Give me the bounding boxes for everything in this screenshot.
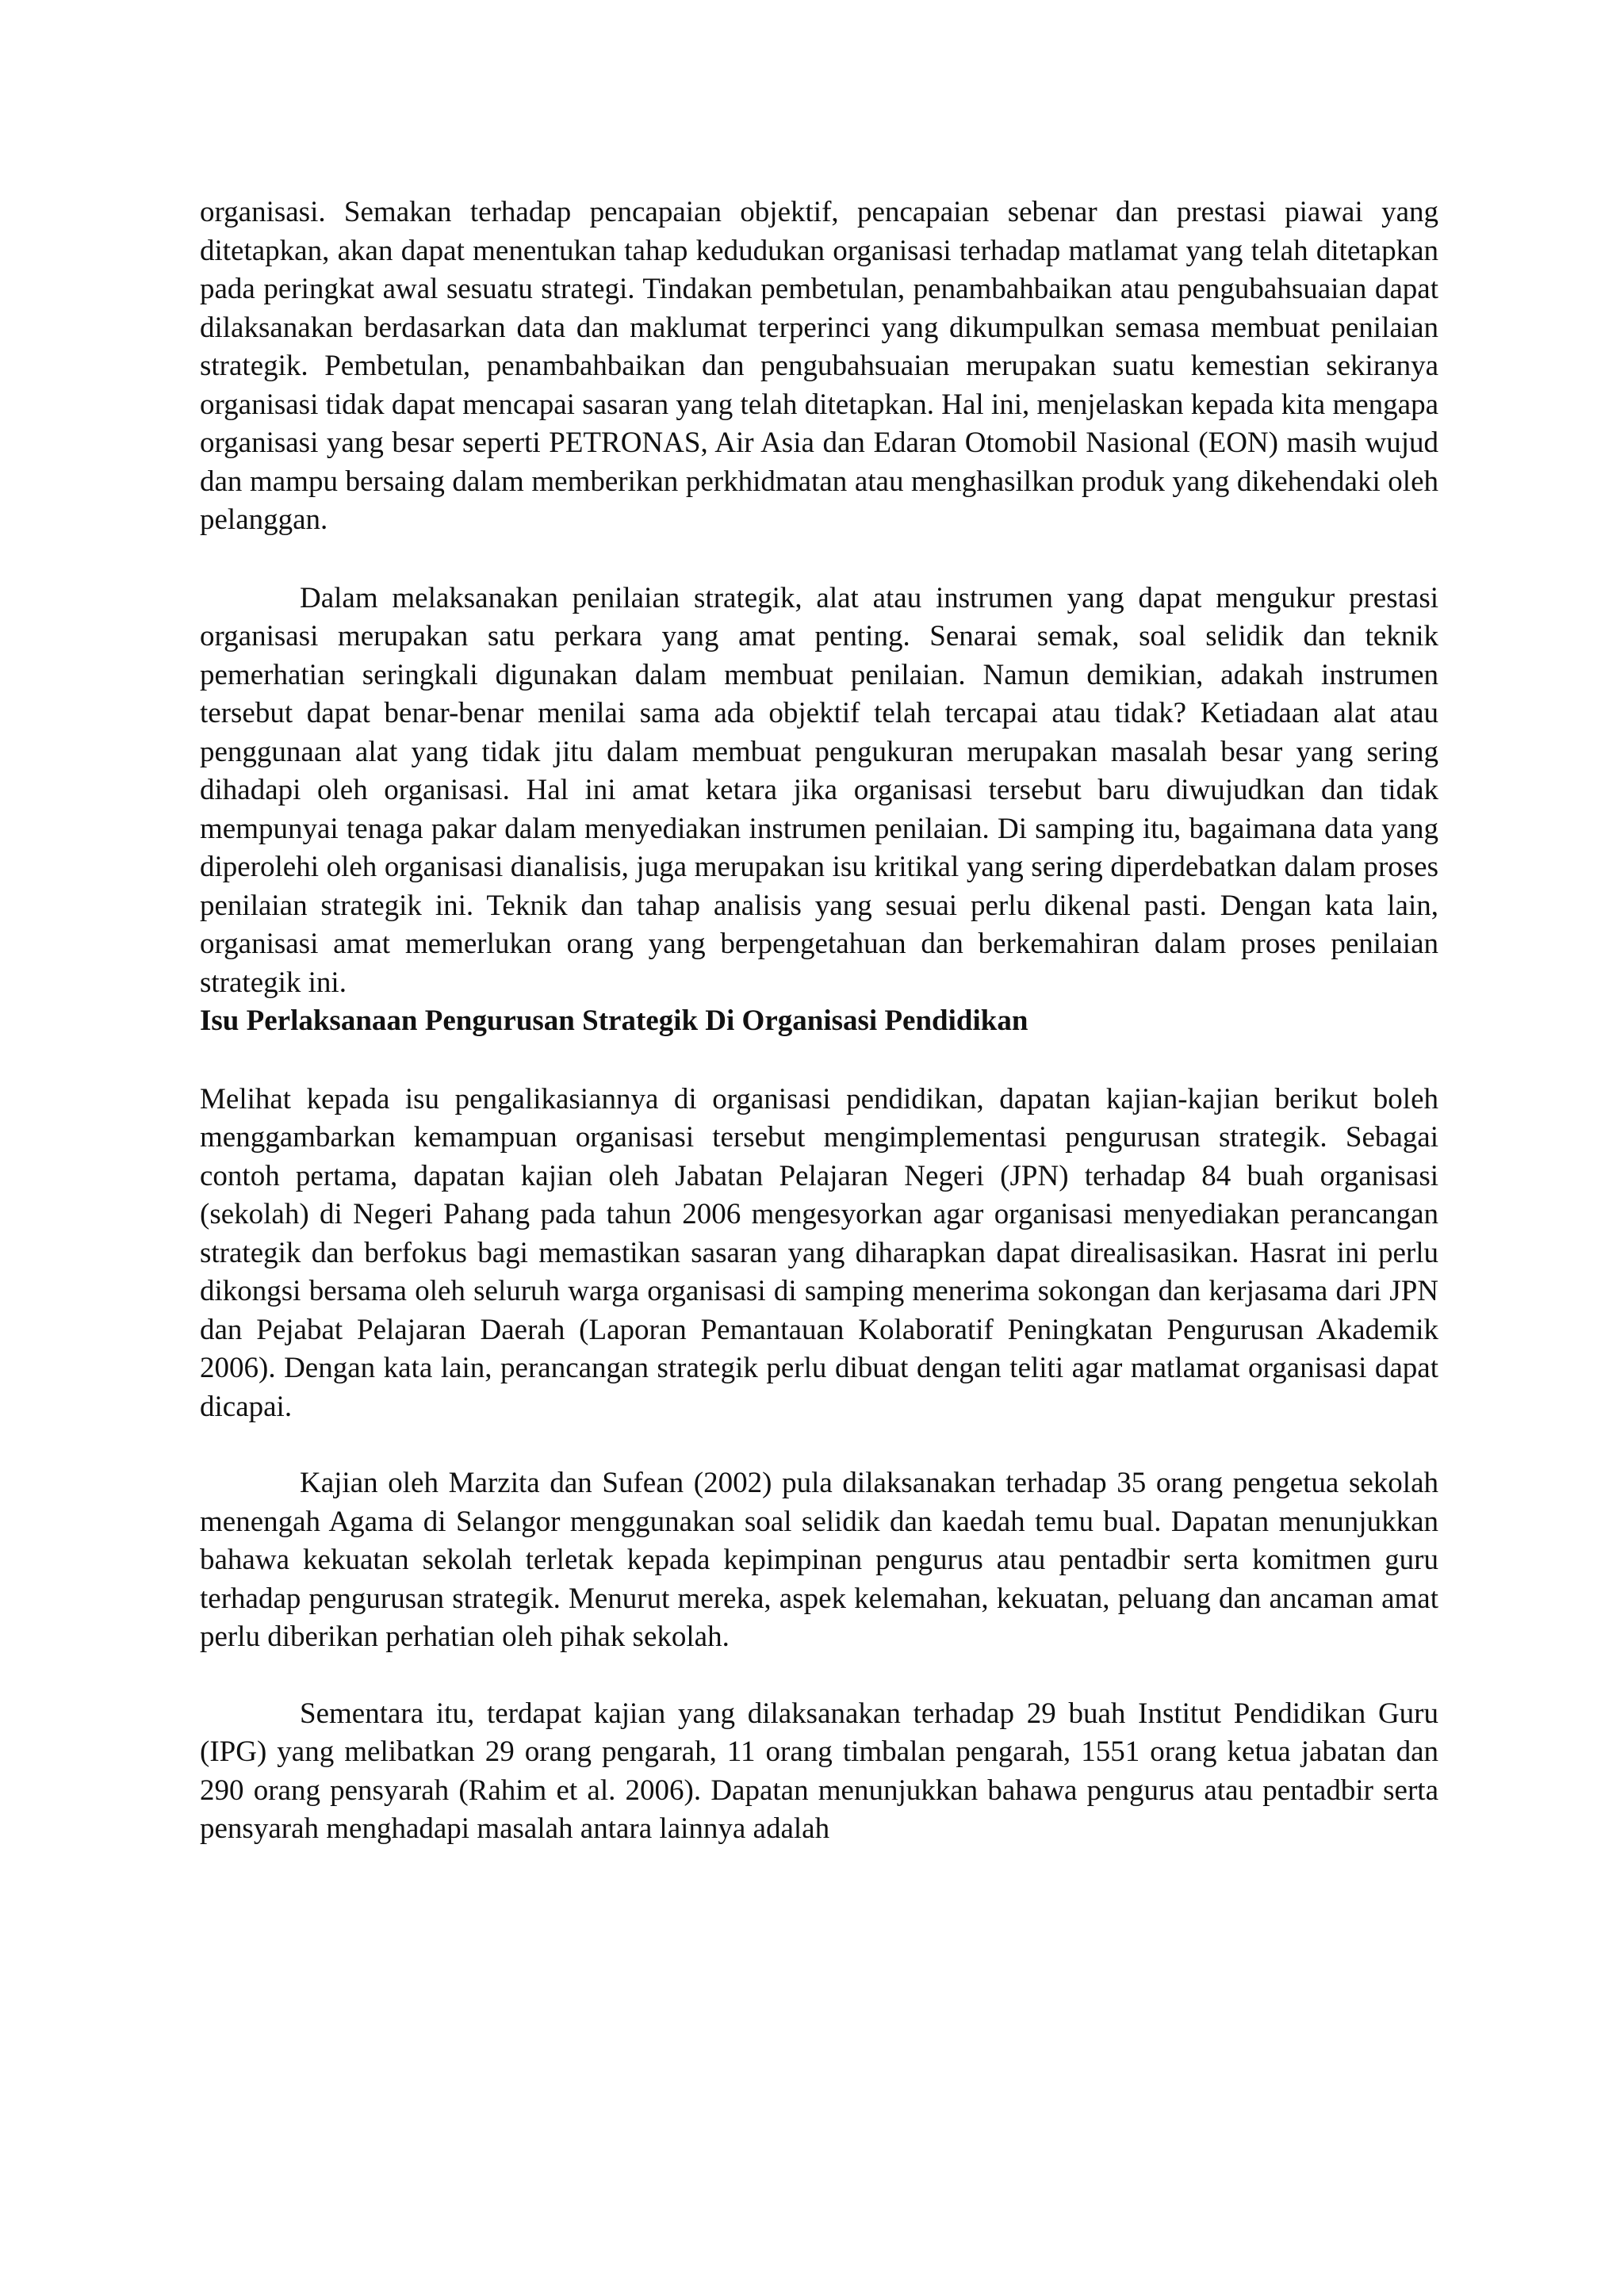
paragraph-ipg-study: Sementara itu, terdapat kajian yang dilaksanakan terhadap 29 buah Institut Pendidikan Guru (IPG) yang melibatkan 29 orang pengarah, 11 orang timbalan pengarah, 1551 orang ketua jabatan dan 290 orang pensyarah (Rahim et al. 2006). Dapatan menunjukkan bahawa pengurus atau pentadbir serta pensyarah menghadapi masalah antara lainnya adalah — [200, 1697, 1438, 1845]
paragraph-continuation: organisasi. Semakan terhadap pencapaian objektif, pencapaian sebenar dan prestasi piawai yang ditetapkan, akan dapat menentukan tahap kedudukan organisasi terhadap matlamat yang telah ditetapkan pada peringkat awal sesuatu strategi. Tindakan pembetulan, penambahbaikan atau pengubahsuaian dapat dilaksanakan berdasarkan data dan maklumat terperinci yang dikumpulkan semasa membuat penilaian strategik. Pembetulan, penambahbaikan dan pengubahsuaian merupakan suatu kemestian sekiranya organisasi tidak dapat mencapai sasaran yang telah ditetapkan. Hal ini, menjelaskan kepada kita mengapa organisasi yang besar seperti PETRONAS, Air Asia dan Edaran Otomobil Nasional (EON) masih wujud dan mampu bersaing dalam memberikan perkhidmatan atau menghasilkan produk yang dikehendaki oleh pelanggan. — [200, 196, 1438, 536]
paragraph-marzita-sufean-study: Kajian oleh Marzita dan Sufean (2002) pula dilaksanakan terhadap 35 orang pengetua sekolah menengah Agama di Selangor menggunakan soal selidik dan kaedah temu bual. Dapatan menunjukkan bahawa kekuatan sekolah terletak kepada kepimpinan pengurus atau pentadbir serta komitmen guru terhadap pengurusan strategik. Menurut mereka, aspek kelemahan, kekuatan, peluang dan ancaman amat perlu diberikan perhatian oleh pihak sekolah. — [200, 1467, 1438, 1653]
document-page — [200, 193, 1438, 1849]
section-heading: Isu Perlaksanaan Pengurusan Strategik Di Organisasi Pendidikan — [200, 1004, 1028, 1037]
paragraph-education-issues: Melihat kepada isu pengalikasiannya di organisasi pendidikan, dapatan kajian-kajian berikut boleh menggambarkan kemampuan organisasi tersebut mengimplementasi pengurusan strategik. Sebagai contoh pertama, dapatan kajian oleh Jabatan Pelajaran Negeri (JPN) terhadap 84 buah organisasi (sekolah) di Negeri Pahang pada tahun 2006 mengesyorkan agar organisasi menyediakan perancangan strategik dan berfokus bagi memastikan sasaran yang diharapkan dapat direalisasikan. Hasrat ini perlu dikongsi bersama oleh seluruh warga organisasi di samping menerima sokongan dan kerjasama dari JPN dan Pejabat Pelajaran Daerah (Laporan Pemantauan Kolaboratif Peningkatan Pengurusan Akademik 2006). Dengan kata lain, perancangan strategik perlu dibuat dengan teliti agar matlamat organisasi dapat dicapai. — [200, 1082, 1438, 1423]
paragraph-strategic-evaluation: Dalam melaksanakan penilaian strategik, alat atau instrumen yang dapat mengukur prestasi organisasi merupakan satu perkara yang amat penting. Senarai semak, soal selidik dan teknik pemerhatian seringkali digunakan dalam membuat penilaian. Namun demikian, adakah instrumen tersebut dapat benar-benar menilai sama ada objektif telah tercapai atau tidak? Ketiadaan alat atau penggunaan alat yang tidak jitu dalam membuat pengukuran merupakan masalah besar yang sering dihadapi oleh organisasi. Hal ini amat ketara jika organisasi tersebut baru diwujudkan dan tidak mempunyai tenaga pakar dalam menyediakan instrumen penilaian. Di samping itu, bagaimana data yang diperolehi oleh organisasi dianalisis, juga merupakan isu kritikal yang sering diperdebatkan dalam proses penilaian strategik ini. Teknik dan tahap analisis yang sesuai perlu dikenal pasti. Dengan kata lain, organisasi amat memerlukan orang yang berpengetahuan dan berkemahiran dalam proses penilaian strategik ini. — [200, 581, 1438, 999]
